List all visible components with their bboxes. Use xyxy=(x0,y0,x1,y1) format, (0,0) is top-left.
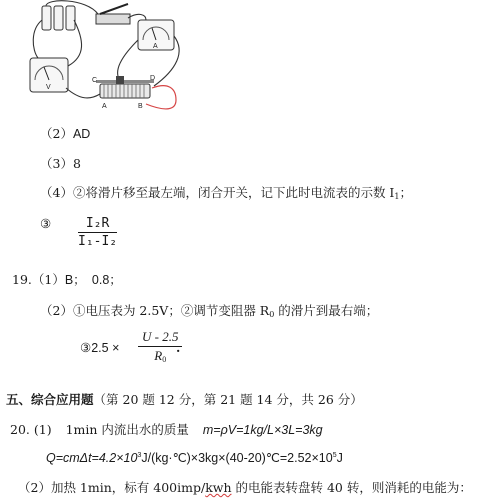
q19-part2-num: （2） xyxy=(40,303,73,318)
terminal-a-label: A xyxy=(102,103,107,110)
q19-part3-end: . xyxy=(176,340,181,355)
answer-4 xyxy=(40,183,412,201)
answer-3-num: （3） xyxy=(40,156,73,171)
fraction-i2r xyxy=(78,216,117,249)
q19-num: 19. xyxy=(12,272,32,287)
rheostat-icon xyxy=(96,76,154,98)
answer-4b-num: ③ xyxy=(40,216,52,231)
answer-2-num: （2） xyxy=(40,126,73,141)
q20-part1 xyxy=(10,420,323,438)
section-5-heading xyxy=(6,390,363,408)
q20-part2-text-b: 的电能表转盘转 40 转，则消耗的电能为： xyxy=(231,480,472,495)
q19-part2-text-a: ①电压表为 2.5V；②调节变阻器 R xyxy=(72,303,270,318)
answer-4-num: （4） xyxy=(40,185,73,200)
q19-part1 xyxy=(12,270,122,288)
ammeter-icon xyxy=(138,20,174,50)
answer-3 xyxy=(40,154,81,172)
q20-part1-text: 1min 内流出水的质量 xyxy=(65,422,189,437)
answer-4-text: ②将滑片移至最左端，闭合开关，记下此时电流表的示数 I xyxy=(72,185,395,200)
q20-num: 20. xyxy=(10,422,30,437)
battery-icon xyxy=(42,6,75,30)
q19-part1-text: B； 0.8； xyxy=(64,273,122,287)
q20-mass-formula: m=ρV=1kg/L×3L=3kg xyxy=(202,423,323,437)
circuit-diagram xyxy=(26,0,196,112)
answer-2 xyxy=(40,124,90,142)
terminal-c-label: C xyxy=(92,77,98,84)
q19-part3-num: ③ xyxy=(80,340,92,355)
answer-2-text: AD xyxy=(72,127,91,141)
terminal-b-label: B xyxy=(138,103,143,110)
fraction-numerator: I₂R xyxy=(78,216,117,233)
switch-icon xyxy=(96,4,130,24)
section-5-title: 五、综合应用题 xyxy=(6,392,94,407)
section-5-note: （第 20 题 12 分，第 21 题 14 分，共 26 分） xyxy=(93,392,363,407)
q20-part1-label: (1) xyxy=(33,422,52,437)
voltmeter-label: V xyxy=(46,84,51,91)
fraction-u-numerator: U - 2.5 xyxy=(138,329,182,347)
terminal-d-label: D xyxy=(150,75,156,82)
fraction-denominator: I₁-I₂ xyxy=(78,234,118,249)
voltmeter-icon xyxy=(30,58,68,92)
q19-part3-prefix: 2.5 × xyxy=(91,341,120,355)
answer-4-sub: 1 xyxy=(394,192,400,201)
answer-4-end: ； xyxy=(399,185,412,200)
q20-heat-formula: $Q=cm\Delta t=4.2\times 10^3J/(kg\cdot℃)\times 3kg\times(40-20)℃=2.52\times 10^5J$ xyxy=(46,451,343,465)
q19-part1-label: （1） xyxy=(31,272,65,287)
q20-part2-text-a: 加热 1min，标有 400imp/ xyxy=(50,480,206,495)
answer-3-text: 8 xyxy=(72,156,81,171)
q20-part2-underlined: kwh xyxy=(205,480,232,495)
ammeter-label: A xyxy=(153,43,158,50)
q19-part2 xyxy=(40,301,378,319)
q19-part2-text-b: 的滑片到最右端； xyxy=(274,303,379,318)
q20-part2 xyxy=(18,478,472,496)
q19-part3-label xyxy=(80,340,119,355)
fraction-u-denominator: R0 xyxy=(154,348,167,364)
q20-part2-num: （2） xyxy=(18,480,51,495)
q19-part2-sub: 0 xyxy=(269,310,275,319)
